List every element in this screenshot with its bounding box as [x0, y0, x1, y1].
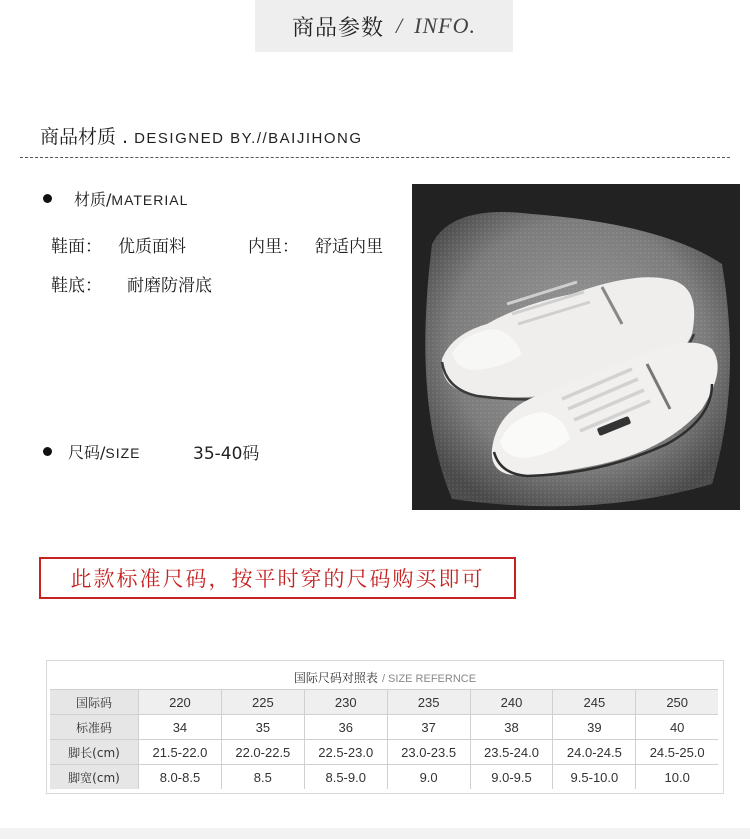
table-cell: 10.0 [636, 765, 718, 790]
table-cell: 37 [387, 715, 470, 740]
upper-label: 鞋面： [51, 237, 102, 257]
size-heading [43, 440, 141, 463]
table-cell: 22.0-22.5 [221, 740, 304, 765]
size-chart [46, 660, 724, 794]
bottom-strip [0, 828, 750, 839]
lining-label: 内里： [248, 237, 299, 257]
lining-value: 舒适内里 [315, 237, 383, 257]
table-cell: 36 [304, 715, 387, 740]
table-cell: 225 [221, 690, 304, 715]
bullet-icon [43, 194, 52, 203]
row-header: 标准码 [50, 715, 139, 740]
section-divider [20, 157, 730, 158]
material-section-title-cn: 商品材质 [40, 126, 117, 148]
material-section-title-en: DESIGNED BY.//BAIJIHONG [134, 130, 363, 147]
row-header: 脚宽(cm) [50, 765, 139, 790]
table-cell: 240 [470, 690, 553, 715]
sole-label: 鞋底： [51, 276, 102, 296]
size-table [50, 689, 718, 789]
material-heading [43, 187, 188, 210]
material-label: 材质/MATERIAL [74, 190, 189, 209]
table-cell: 250 [636, 690, 718, 715]
size-chart-title: 国际尺码对照表 / SIZE REFERNCE [293, 671, 477, 685]
size-range-value: 35-40码 [193, 444, 260, 464]
product-photo [412, 184, 740, 510]
table-cell: 9.0-9.5 [470, 765, 553, 790]
table-cell: 23.5-24.0 [470, 740, 553, 765]
header-title-cn: 商品参数 [292, 15, 385, 41]
header-banner [255, 0, 513, 52]
table-cell: 35 [221, 715, 304, 740]
table-cell: 235 [387, 690, 470, 715]
table-cell: 38 [470, 715, 553, 740]
table-cell: 230 [304, 690, 387, 715]
material-section-title [40, 122, 363, 149]
table-row [50, 740, 718, 765]
table-cell: 24.0-24.5 [553, 740, 636, 765]
table-cell: 40 [636, 715, 718, 740]
table-cell: 9.5-10.0 [553, 765, 636, 790]
table-row [50, 765, 718, 790]
sole-value: 耐磨防滑底 [127, 276, 212, 296]
material-section-dot: . [122, 126, 129, 148]
table-cell: 8.5-9.0 [304, 765, 387, 790]
header-separator: / [396, 13, 403, 38]
table-cell: 22.5-23.0 [304, 740, 387, 765]
table-cell: 24.5-25.0 [636, 740, 718, 765]
row-header: 脚长(cm) [50, 740, 139, 765]
table-cell: 8.5 [221, 765, 304, 790]
size-label: 尺码/SIZE [68, 443, 141, 462]
size-notice-box [39, 557, 516, 599]
table-cell: 21.5-22.0 [139, 740, 222, 765]
table-cell: 8.0-8.5 [139, 765, 222, 790]
bullet-icon [43, 447, 52, 456]
row-header: 国际码 [50, 690, 139, 715]
size-notice-text: 此款标准尺码，按平时穿的尺码购买即可 [70, 567, 485, 591]
table-cell: 9.0 [387, 765, 470, 790]
table-cell: 39 [553, 715, 636, 740]
table-row [50, 715, 718, 740]
table-cell: 245 [553, 690, 636, 715]
table-cell: 34 [139, 715, 222, 740]
table-row [50, 690, 718, 715]
upper-value: 优质面料 [118, 237, 186, 257]
table-cell: 23.0-23.5 [387, 740, 470, 765]
header-title-en: INFO. [414, 13, 476, 38]
table-cell: 220 [139, 690, 222, 715]
